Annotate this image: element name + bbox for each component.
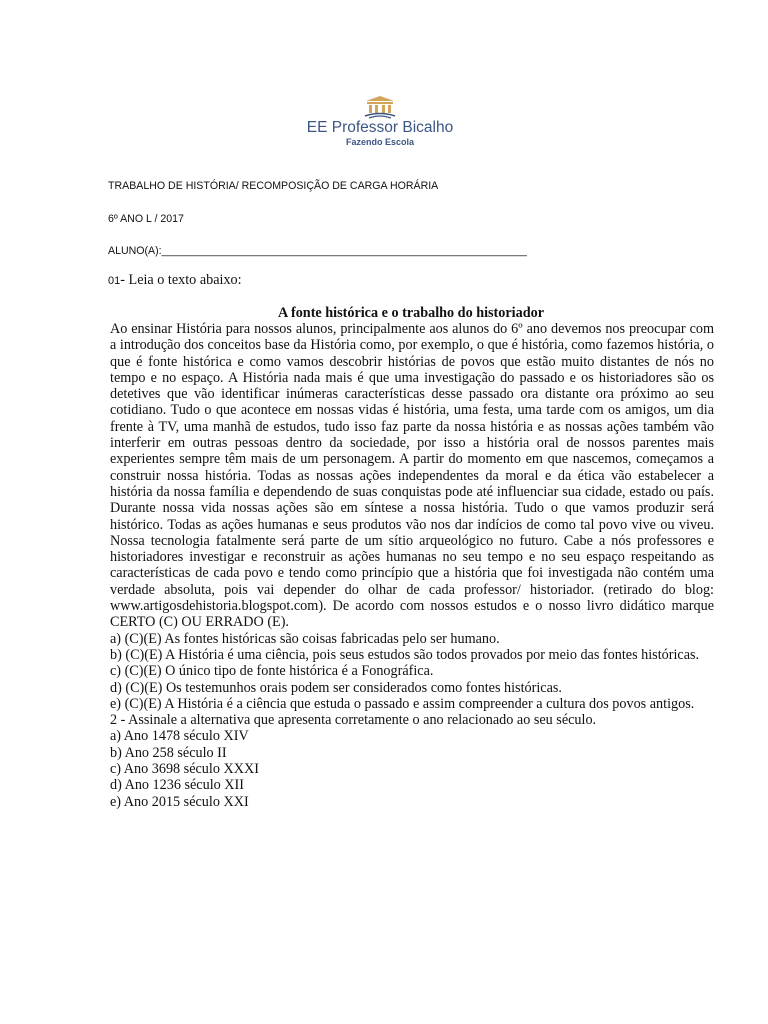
school-logo	[300, 95, 460, 155]
question-1-number: 01	[108, 275, 121, 287]
school-name: EE Professor Bicalho	[306, 119, 454, 136]
q1-option-e: e) (C)(E) A História é a ciência que estuda o passado e assim compreender a cultura dos povos antigos.	[110, 695, 695, 712]
school-tagline: Fazendo Escola	[345, 137, 415, 147]
text-title: A fonte histórica e o trabalho do historiador	[277, 305, 544, 321]
student-name-line: ALUNO(A):______________________________________________________________	[108, 245, 527, 257]
question-1-prompt-text: - Leia o texto abaixo:	[120, 272, 242, 288]
q1-option-d: d) (C)(E) Os testemunhos orais podem ser considerados como fontes históricas.	[110, 679, 562, 696]
q1-option-c: c) (C)(E) O único tipo de fonte histórica é a Fonográfica.	[110, 663, 434, 680]
q2-option-b: b) Ano 258 século II	[110, 744, 227, 761]
q2-option-c: c) Ano 3698 século XXXI	[110, 761, 259, 778]
question-1-prompt	[108, 272, 242, 289]
q1-option-a: a) (C)(E) As fontes históricas são coisas fabricadas pelo ser humano.	[110, 630, 500, 647]
q1-option-b: b) (C)(E) A História é uma ciência, pois seus estudos são todos provados por meio das fontes históricas.	[110, 646, 700, 663]
question-body	[110, 321, 714, 810]
q2-option-e: e) Ano 2015 século XXI	[110, 793, 249, 810]
building-columns-icon	[363, 95, 397, 119]
class-year: 6º ANO L / 2017	[108, 213, 184, 225]
question-2-prompt: 2 - Assinale a alternativa que apresenta corretamente o ano relacionado ao seu século.	[110, 712, 597, 729]
assignment-title: TRABALHO DE HISTÓRIA/ RECOMPOSIÇÃO DE CARGA HORÁRIA	[108, 180, 439, 192]
q2-option-a: a) Ano 1478 século XIV	[110, 728, 249, 745]
reading-text: Ao ensinar História para nossos alunos, principalmente aos alunos do 6º ano devemos nos preocupar com a introdução dos conceitos base da História como, por exemplo, o que é história, como fazemos história, o que é fonte histórica e como vamos descobrir histórias de povos que estão muito distantes de nós no tempo e no espaço. A História nada mais é que uma investigação do passado e os historiadores são os detetives que vão identificar inúmeras características desse passado ora distante ora próximo ao seu cotidiano. Tudo o que acontece em nossas vidas é história, uma festa, uma tarde com os amigos, um dia frente à TV, uma manhã de estudos, tudo isso faz parte da nossa história e as nossas ações também vão interferir em outras pessoas dentro da sociedade, por isso a história oral de nossos parentes mais experientes sempre têm mais de um personagem. A partir do momento em que nascemos, começamos a construir nossa história. Todas as nossas ações independentes da moral e da ética vão estabelecer a história da nossa família e dependendo de suas conquistas pode até influenciar sua cidade, estado ou país. Durante nossa vida nossas ações são em síntese a nossa história. Tudo o que vamos produzir será histórico. Todas as ações humanas e seus produtos vão nos dar indícios de como tal povo vive ou viveu. Nossa tecnologia fatalmente será parte de um sítio arqueológico no futuro. Cabe a nós professores e historiadores investigar e reconstruir as ações humanas no seu tempo e no seu espaço respeitando as características de cada povo e tendo como princípio que a história que foi investigada não contém uma verdade absoluta, pois vai depender do olhar de cada professor/ historiador. (retirado do blog: www.artigosdehistoria.blogspot.com). De acordo com nossos estudos e o nosso livro didático marque CERTO (C) OU ERRADO (E).	[110, 321, 714, 631]
q2-option-d: d) Ano 1236 século XII	[110, 777, 244, 794]
